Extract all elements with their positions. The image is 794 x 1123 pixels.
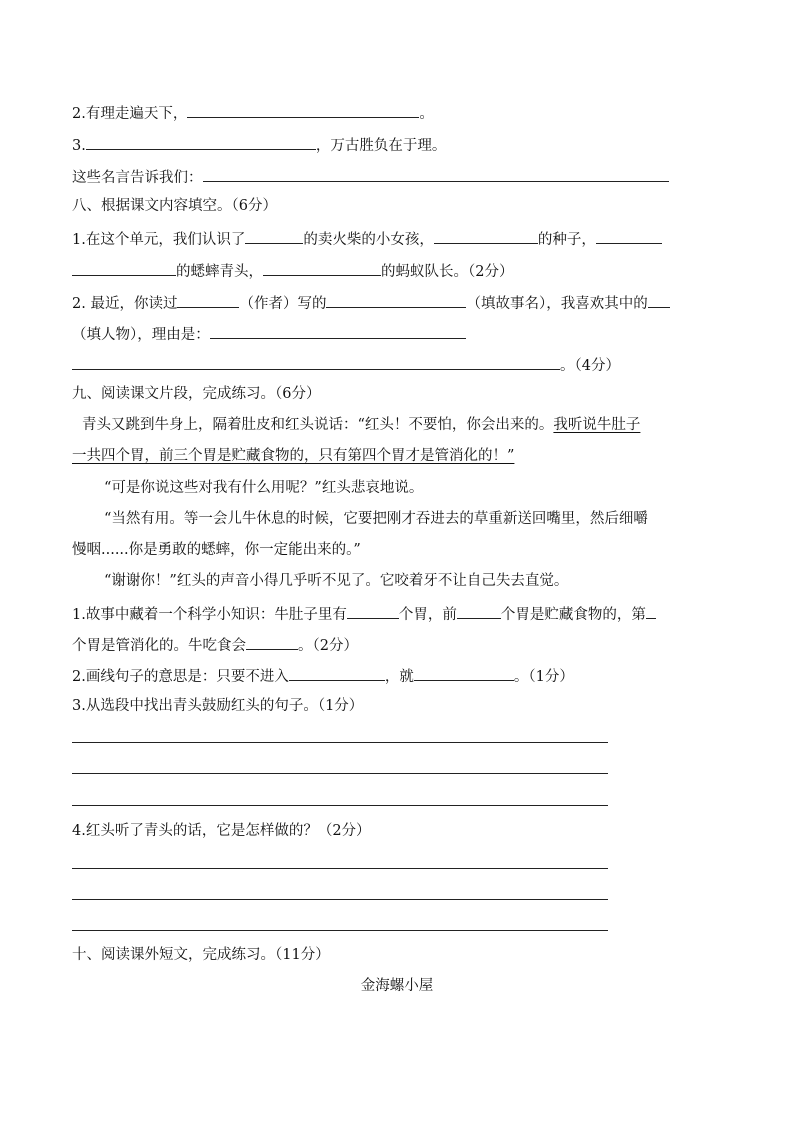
q9-ex1-b: 个胃，前 [398,607,457,623]
answer-blank[interactable] [210,323,466,339]
q8-item2-a: 2. 最近，你读过 [72,296,178,312]
q9-para1-line1 [82,415,640,435]
q8-item2-c: （填故事名），我喜欢其中的 [466,296,648,312]
q9-ex1-end: 。（2分） [298,638,358,654]
q8-item2-line2 [72,323,466,345]
answer-blank[interactable] [648,292,670,308]
q8-item1-line2 [72,260,513,282]
q7-summary [72,166,669,188]
q8-item1-e: 的蚂蚁队长。（2分） [381,264,514,280]
q9-ex4: 4.红头听了青头的话，它是怎样做的？（2分） [72,823,371,839]
q9-ex2-a: 2.画线句子的意思是：只要不进入 [72,669,289,685]
q9-ex1-d: 个胃是管消化的。牛吃食会 [72,638,246,654]
q9-para4: “谢谢你！”红头的声音小得几乎听不见了。它咬着牙不让自己失去直觉。 [104,573,569,589]
q9-para3-line2: 慢咽......你是勇敢的蟋蟀，你一定能出来的。” [72,542,361,558]
q9-para2: “可是你说这些对我有什么用呢？”红头悲哀地说。 [104,480,424,496]
answer-blank[interactable] [245,228,303,244]
q8-item2-d: （填人物），理由是： [72,327,210,343]
q7-item3-num: 3. [72,138,86,154]
q9-para3-line1: “当然有用。等一会儿牛休息的时候，它要把刚才吞进去的草重新送回嘴里，然后细嚼 [104,511,648,527]
answer-blank[interactable] [414,665,514,681]
q9-ex1-line1 [72,603,656,625]
q9-ex2-end: 。（1分） [513,669,574,685]
q9-ex2-b: ，就 [384,669,414,685]
answer-blank[interactable] [596,228,662,244]
q9-para1-line2 [72,446,514,466]
q10-header: 十、阅读课外短文，完成练习。（11分） [72,947,330,963]
q7-item2 [72,102,434,124]
q8-item2-end: 。（4分） [560,358,620,374]
q8-item2-b: （作者）写的 [239,296,327,312]
answer-line[interactable] [72,742,608,743]
answer-line[interactable] [72,930,608,931]
answer-blank[interactable] [434,228,538,244]
q9-ex1-line2 [72,634,358,656]
q9-ex3: 3.从选段中找出青头鼓励红头的句子。（1分） [72,698,364,714]
answer-blank[interactable] [263,260,381,276]
q9-ex1-c: 个胃是贮藏食物的，第 [500,607,646,623]
q7-item2-text: 2.有理走遍天下， [72,106,188,122]
answer-blank[interactable] [72,260,176,276]
q8-header: 八、根据课文内容填空。（6分） [72,198,277,214]
q8-item1-d: 的蟋蟀青头， [176,264,263,280]
q8-item2-line3 [72,354,620,376]
answer-blank[interactable] [289,665,385,681]
q9-ex1-a: 1.故事中藏着一个科学小知识：牛肚子里有 [72,607,347,623]
answer-line[interactable] [72,868,608,869]
answer-blank[interactable] [187,102,419,118]
answer-blank[interactable] [203,166,669,182]
answer-blank[interactable] [86,134,316,150]
q7-summary-text: 这些名言告诉我们： [72,170,203,186]
answer-blank[interactable] [326,292,466,308]
q8-item1-c: 的种子， [537,232,596,248]
answer-blank[interactable] [646,603,656,619]
answer-line[interactable] [72,773,608,774]
answer-line[interactable] [72,805,608,806]
q7-item3-text: ，万古胜负在于理。 [315,138,447,154]
answer-blank[interactable] [72,354,560,370]
q7-item3 [72,134,446,156]
underlined-sentence: 一共四个胃，前三个胃是贮藏食物的，只有第四个胃才是管消化的！” [72,448,515,464]
q9-header: 九、阅读课文片段，完成练习。（6分） [72,386,321,402]
underlined-sentence: 我听说牛肚子 [553,417,641,433]
answer-line[interactable] [72,899,608,900]
q8-item1-a: 1.在这个单元，我们认识了 [72,232,246,248]
answer-blank[interactable] [457,603,501,619]
q9-para1-a: 青头又跳到牛身上，隔着肚皮和红头说话：“红头！不要怕，你会出来的。 [82,417,554,433]
q7-item2-end: 。 [419,106,434,122]
q8-item1-b: 的卖火柴的小女孩， [303,232,434,248]
passage-title: 金海螺小屋 [360,978,434,994]
q8-item1-line1 [72,228,662,250]
answer-blank[interactable] [347,603,399,619]
answer-blank[interactable] [177,292,239,308]
answer-blank[interactable] [246,634,298,650]
q9-ex2 [72,665,574,687]
q8-item2-line1 [72,292,670,314]
